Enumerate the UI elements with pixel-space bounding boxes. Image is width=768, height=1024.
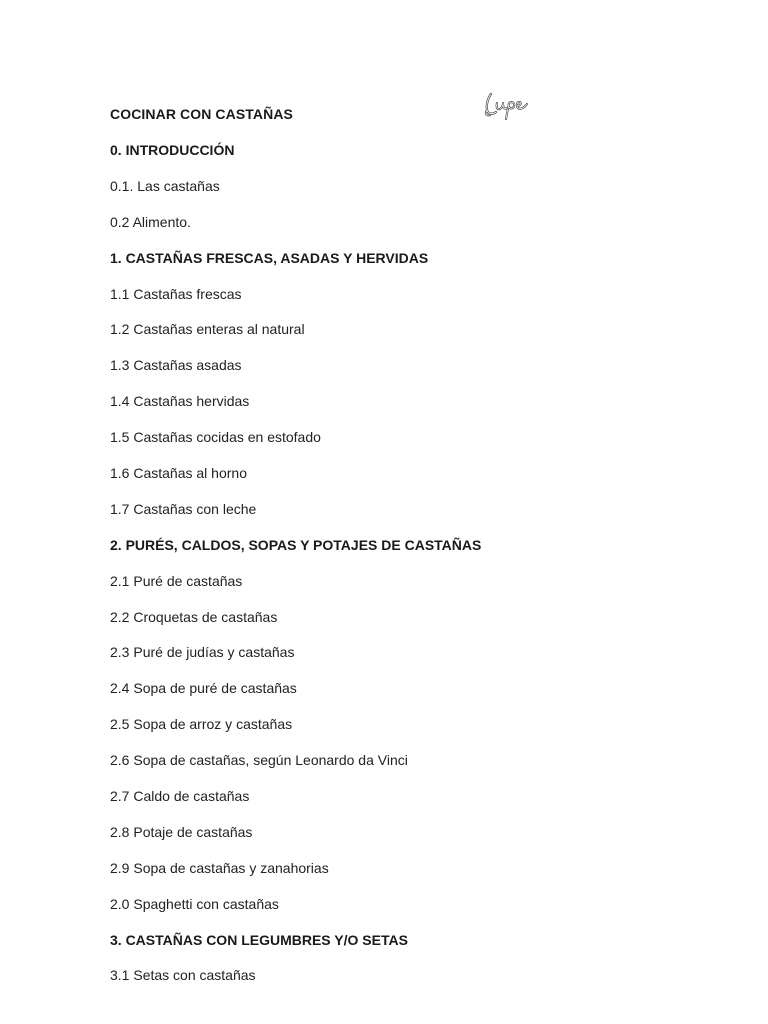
toc-entry: 1.3 Castañas asadas bbox=[110, 357, 242, 374]
toc-entry: 1.4 Castañas hervidas bbox=[110, 393, 250, 410]
section-heading: 0. INTRODUCCIÓN bbox=[110, 142, 235, 158]
handwritten-signature bbox=[482, 88, 532, 120]
toc-entry: 0.2 Alimento. bbox=[110, 213, 191, 230]
section-heading: 3. CASTAÑAS CON LEGUMBRES Y/O SETAS bbox=[110, 931, 408, 948]
section-heading: 2. PURÉS, CALDOS, SOPAS Y POTAJES DE CASTAÑAS bbox=[110, 536, 482, 553]
toc-entry: 2.8 Potaje de castañas bbox=[110, 823, 253, 840]
toc-entry: 2.2 Croquetas de castañas bbox=[110, 608, 278, 625]
toc-entry: 2.1 Puré de castañas bbox=[110, 572, 243, 589]
section-heading: 1. CASTAÑAS FRESCAS, ASADAS Y HERVIDAS bbox=[110, 249, 429, 266]
toc-entry: 2.6 Sopa de castañas, según Leonardo da Vinci bbox=[110, 752, 408, 769]
toc-entry: 2.7 Caldo de castañas bbox=[110, 788, 250, 805]
toc-entry: 2.4 Sopa de puré de castañas bbox=[110, 680, 297, 697]
toc-entry: 0.1. Las castañas bbox=[110, 177, 220, 194]
table-of-contents bbox=[110, 142, 481, 1003]
toc-entry: 2.5 Sopa de arroz y castañas bbox=[110, 716, 293, 733]
toc-entry: 2.9 Sopa de castañas y zanahorias bbox=[110, 859, 329, 876]
toc-entry: 1.6 Castañas al horno bbox=[110, 465, 247, 482]
toc-entry: 3.1 Setas con castañas bbox=[110, 967, 256, 984]
toc-entry: 2.0 Spaghetti con castañas bbox=[110, 895, 279, 912]
toc-entry: 1.5 Castañas cocidas en estofado bbox=[110, 429, 321, 446]
toc-entry: 1.1 Castañas frescas bbox=[110, 285, 242, 302]
toc-entry: 1.2 Castañas enteras al natural bbox=[110, 321, 305, 338]
toc-entry: 1.7 Castañas con leche bbox=[110, 500, 257, 517]
document-title: COCINAR CON CASTAÑAS bbox=[110, 106, 293, 122]
toc-entry: 2.3 Puré de judías y castañas bbox=[110, 644, 295, 661]
